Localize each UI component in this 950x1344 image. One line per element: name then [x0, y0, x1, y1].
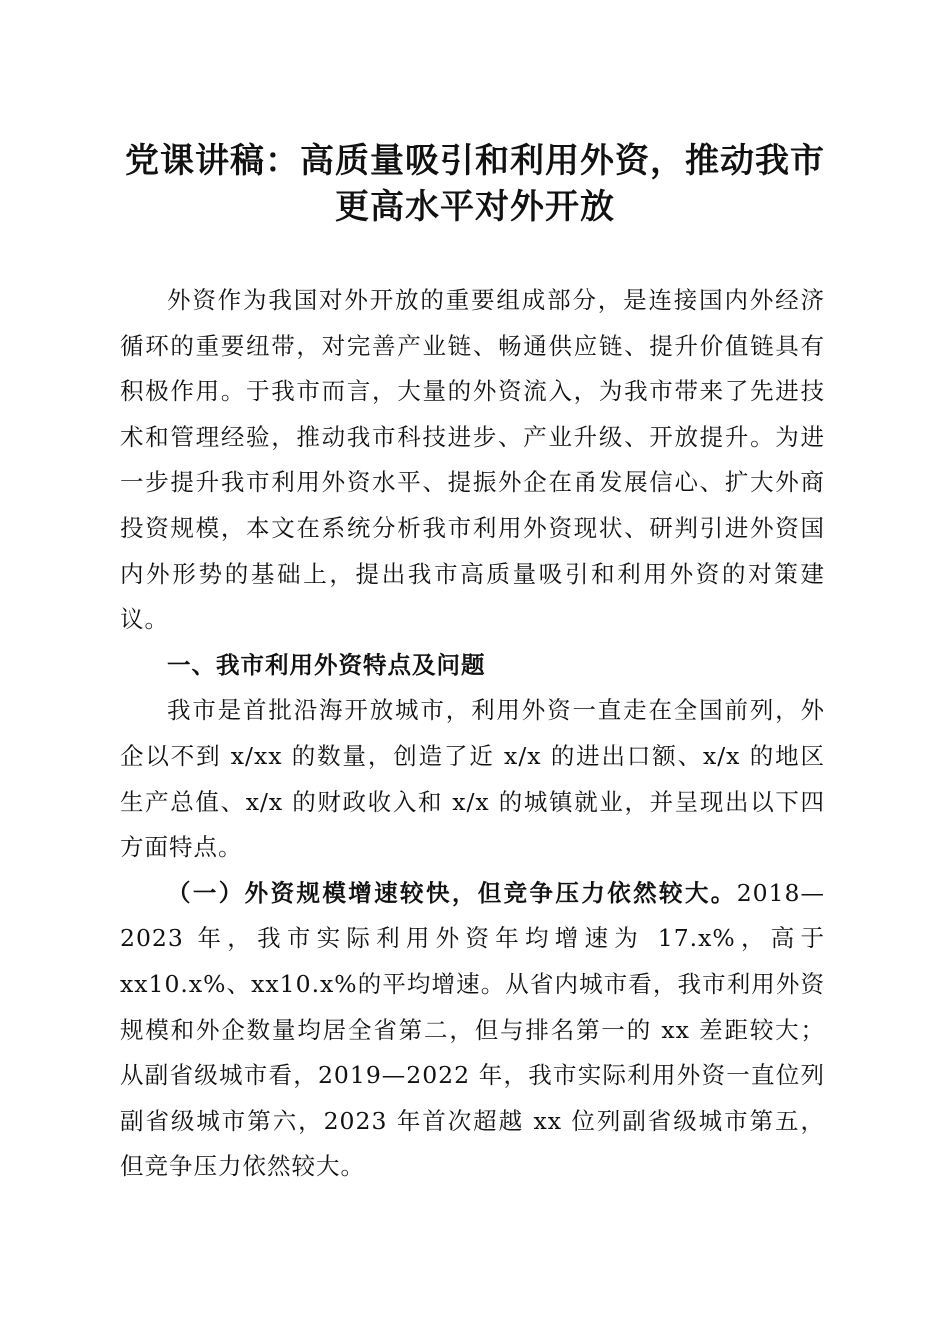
- section-intro-paragraph: 我市是首批沿海开放城市，利用外资一直走在全国前列，外企以不到 x/xx 的数量，创造了近 x/x 的进出口额、x/x 的地区生产总值、x/x 的财政收入和 x/x 的城镇就业，并呈现出以下四方面特点。: [120, 696, 825, 862]
- section-heading: 一、我市利用外资特点及问题: [167, 650, 486, 679]
- title-line-1: 党课讲稿：高质量吸引和利用外资，推动我市: [125, 141, 825, 181]
- intro-paragraph: 外资作为我国对外开放的重要组成部分，是连接国内外经济循环的重要纽带，对完善产业链、畅通供应链、提升价值链具有积极作用。于我市而言，大量的外资流入，为我市带来了先进技术和管理经验，推动我市科技进步、产业升级、开放提升。为进一步提升我市利用外资水平、提振外企在甬发展信心、扩大外商投资规模，本文在系统分析我市利用外资现状、研判引进外资国内外形势的基础上，提出我市高质量吸引和利用外资的对策建议。: [120, 286, 825, 634]
- title-line-2: 更高水平对外开放: [335, 187, 615, 227]
- point-body: 2018—2023 年，我市实际利用外资年均增速为 17.x%，高于 xx10.x%、xx10.x%的平均增速。从省内城市看，我市利用外资规模和外企数量均居全省第二，但与排名第一的 xx 差距较大；从副省级城市看，2019—2022 年，我市实际利用外资一直位列副省级城市第六，2023 年首次超越 xx 位列副省级城市第五，但竞争压力依然较大。: [120, 878, 825, 1181]
- document-body: [120, 278, 825, 1190]
- document-title: [0, 138, 950, 230]
- point-heading: （一）外资规模增速较快，但竞争压力依然较大。: [167, 878, 737, 907]
- point-paragraph: [120, 871, 825, 1190]
